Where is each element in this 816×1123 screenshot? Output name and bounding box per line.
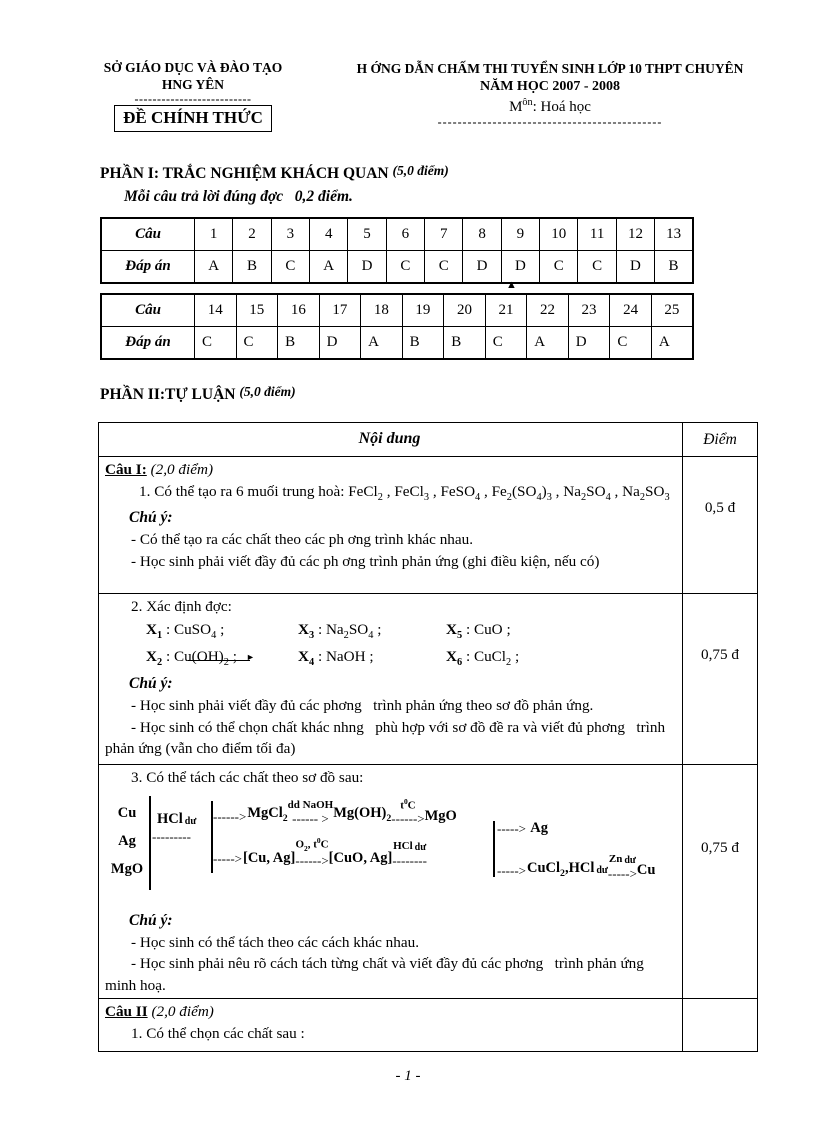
answer-cell: D <box>463 251 501 284</box>
header-right <box>332 60 768 130</box>
arrowhead-icon: ► <box>246 651 255 662</box>
labeled-arrow <box>295 835 328 869</box>
dashed-arrow: -----> <box>607 865 637 881</box>
row-content <box>99 457 682 593</box>
question-cell: 12 <box>616 218 654 251</box>
grading-table-header <box>99 423 757 456</box>
answer-cell: C <box>578 251 616 284</box>
answer-row-label: Đáp án <box>101 251 195 284</box>
cau2-heading <box>105 1001 674 1023</box>
labeled-arrow <box>288 800 334 826</box>
part1-title <box>100 163 449 183</box>
answer-cell: A <box>527 327 569 360</box>
subject-line: $M^{ôn}$: Hoá học <box>509 96 591 115</box>
question-cell: 20 <box>444 294 486 327</box>
score-value: 0,75 đ <box>701 839 739 856</box>
assignment-x6 <box>446 646 674 671</box>
dashed-arrow: -----> <box>497 863 526 879</box>
x3-value: : $Na_2SO_4$ ; <box>314 620 382 641</box>
answer-key-table-1 <box>100 217 694 284</box>
answer-intro-line: 1. Có thể chọn các chất sau : <box>131 1024 305 1042</box>
question-number-row <box>101 294 693 327</box>
question-cell: 14 <box>195 294 237 327</box>
question-cell: 17 <box>319 294 361 327</box>
answer-cell: B <box>402 327 444 360</box>
cau1-points: (2,0 điểm) <box>150 461 213 478</box>
cau1-label: Câu I: <box>105 461 147 478</box>
content-column-header: Nội dung <box>358 430 421 448</box>
x5-value: : CuO ; <box>462 620 511 638</box>
answer-cell: C <box>425 251 463 284</box>
question-cell: 9 <box>501 218 539 251</box>
x2-symbol: $X_2$ <box>146 648 163 669</box>
part1-scoring-note: Mỗi câu trả lời đúng đợc 0,2 điểm. <box>124 188 353 205</box>
note-line: - Học sinh phải nêu rõ cách tách từng chất và viết đầy đủ các phơng trình phản ứng minh hoạ. <box>105 955 648 994</box>
answer-row <box>101 251 693 284</box>
mixture-item: Cu <box>117 804 137 821</box>
dashed-arrow: ------> <box>391 811 425 827</box>
arrow-condition: $t^0C$ <box>400 796 416 812</box>
divider-dashes: -------------------------- <box>134 91 252 106</box>
arrow-condition: dd NaOH <box>287 799 334 812</box>
cau1-heading <box>105 459 674 481</box>
page-number: - 1 - <box>395 1068 421 1084</box>
dashed-arrow: ------> <box>295 853 329 869</box>
mixture-cu-ag: [Cu, Ag] <box>242 849 296 866</box>
x6-symbol: $X_6$ <box>446 648 463 669</box>
question-cell: 8 <box>463 218 501 251</box>
reagent-label <box>157 809 196 830</box>
province-name: HNG YÊN <box>161 76 225 92</box>
question-cell: 15 <box>236 294 278 327</box>
official-exam-stamp: ĐỀ CHÍNH THỨC <box>114 105 272 132</box>
reagent-formula: HCl <box>393 840 413 853</box>
question-cell: 21 <box>485 294 527 327</box>
dashed-arrow: ------ > <box>292 811 329 827</box>
compound-mgoh2: $Mg(OH)_2$ <box>333 805 392 825</box>
mixture-item: MgO <box>110 860 144 877</box>
part2-title <box>100 384 296 404</box>
solution-formula: CuCl$_2$,HCl <box>526 859 595 879</box>
labeled-arrow <box>608 854 637 881</box>
answer-cell: C <box>485 327 527 360</box>
assignment-x4 <box>298 646 446 671</box>
answer-cell: B <box>278 327 320 360</box>
answer-cell: C <box>195 327 237 360</box>
part1-title-text: PHẦN I: TRẮC NGHIỆM KHÁCH QUAN <box>100 165 389 182</box>
question-cell: 2 <box>233 218 271 251</box>
score-value: 0,5 đ <box>704 499 736 516</box>
answer-cell: B <box>233 251 271 284</box>
question-cell: 10 <box>540 218 578 251</box>
note-heading: Chú ý: <box>129 911 173 929</box>
x2-value: : $Cu(OH)_2$ ; <box>162 648 237 669</box>
scheme-result-cu <box>496 854 655 881</box>
part2-points: (5,0 điểm) <box>239 384 296 399</box>
question-cell: 16 <box>278 294 320 327</box>
answer-cell: D <box>319 327 361 360</box>
x5-symbol: $X_5$ <box>446 620 463 641</box>
answer-cell: C <box>610 327 652 360</box>
scheme-result-ag <box>496 818 548 839</box>
x4-value: : NaOH ; <box>314 648 374 666</box>
question-cell: 23 <box>568 294 610 327</box>
excess-subscript: dư <box>624 854 636 866</box>
arrow-condition <box>393 841 426 853</box>
labeled-arrow <box>392 841 427 868</box>
answer-intro-line: 3. Có thể tách các chất theo sơ đồ sau: <box>131 769 364 786</box>
strike-annotation <box>188 651 255 662</box>
question-cell: 7 <box>425 218 463 251</box>
answer-cell: A <box>361 327 403 360</box>
dashed-arrow: -----> <box>497 820 530 836</box>
brace-line <box>493 821 495 877</box>
compound-mgcl2: MgCl$_2$ <box>247 805 288 825</box>
part1-points: (5,0 điểm) <box>392 163 449 178</box>
school-year: NĂM HỌC 2007 - 2008 <box>480 78 620 94</box>
arrow-condition <box>609 854 636 866</box>
x1-value: : CuSO$_4$ ; <box>162 620 225 641</box>
document-title: H ỚNG DẪN CHẤM THI TUYỂN SINH LỚP 10 THPT CHUYÊN <box>356 61 744 76</box>
cau2-points: (2,0 điểm) <box>151 1003 214 1021</box>
brace-line <box>149 796 151 890</box>
question-cell: 1 <box>195 218 233 251</box>
answer-cell: D <box>348 251 386 284</box>
note-line: - Học sinh có thể chọn chất khác nhng phù hợp với sơ đồ đề ra và viết đủ phơng trình phản ứng (vẫn cho điểm tối đa) <box>105 718 669 758</box>
question-cell: 25 <box>651 294 693 327</box>
cau1-answer-line: 1. Có thể tạo ra 6 muối trung hoà: FeCl$_2$ , FeCl$_3$ , FeSO$_4$ , $Fe_2(SO_4)_3$ , $Na_2SO_4$ , $Na_2SO_3$ <box>139 482 670 503</box>
question-number-row <box>101 218 693 251</box>
assignment-x3 <box>298 619 446 644</box>
assignments-grid <box>146 619 674 671</box>
x4-symbol: $X_4$ <box>298 648 315 669</box>
answer-cell: D <box>616 251 654 284</box>
answer-key-table-2 <box>100 293 694 360</box>
dashed-arrow: -----> <box>213 850 242 866</box>
dashed-connector: --------- <box>152 828 191 844</box>
question-cell: 3 <box>271 218 309 251</box>
excess-subscript: dư <box>596 864 608 876</box>
question-cell: 18 <box>361 294 403 327</box>
dashed-arrow: ------> <box>213 808 247 824</box>
assignment-x5 <box>446 619 674 644</box>
scheme-top-branch <box>212 796 457 827</box>
note-heading: Chú ý: <box>129 509 173 527</box>
separation-scheme-diagram <box>105 791 674 908</box>
question-cell: 11 <box>578 218 616 251</box>
answer-cell: A <box>310 251 348 284</box>
mixture-cuo-ag: [CuO, Ag] <box>328 849 393 866</box>
score-value: 0,75 đ <box>701 646 739 663</box>
row-content <box>99 999 682 1051</box>
question-cell: 13 <box>655 218 693 251</box>
header-left <box>84 60 302 132</box>
product-cu: Cu <box>636 862 656 878</box>
answer-cell: C <box>386 251 424 284</box>
x3-symbol: $X_3$ <box>298 620 315 641</box>
answer-cell: C <box>271 251 309 284</box>
answer-cell: A <box>651 327 693 360</box>
note-line: - Học sinh phải viết đầy đủ các ph ơng trình phản ứng (ghi điều kiện, nếu có) <box>131 552 600 570</box>
mixture-stack <box>109 799 145 883</box>
note-line: - Có thể tạo ra các chất theo các ph ơng trình khác nhau. <box>131 531 474 549</box>
compound-mgo: MgO <box>424 807 457 824</box>
answer-cell: C <box>540 251 578 284</box>
question-cell: 24 <box>610 294 652 327</box>
divider-dashes: --------------------------------------------- <box>437 115 663 130</box>
note-line: - Học sinh phải viết đầy đủ các phơng trình phản ứng theo sơ đồ phản ứng. <box>131 697 594 715</box>
grading-table <box>98 422 758 1052</box>
question-row-label: Câu <box>101 218 195 251</box>
dashed-arrow: -------- <box>392 853 427 869</box>
part2-title-text: PHẦN II:TỰ LUẬN <box>100 386 236 403</box>
note-line: - Học sinh có thể tách theo các cách khác nhau. <box>131 933 420 951</box>
answer-intro-line: 2. Xác định đợc: <box>131 598 232 615</box>
labeled-arrow <box>391 796 424 827</box>
arrow-condition: $O_2$, $t^0C$ <box>295 835 329 853</box>
answer-cell: D <box>501 251 539 284</box>
x1-symbol: $X_1$ <box>146 620 163 641</box>
reagent-formula: Zn <box>608 852 623 865</box>
note-heading: Chú ý: <box>129 675 173 693</box>
score-cell <box>682 594 757 764</box>
answer-cell: A <box>195 251 233 284</box>
answer-row <box>101 327 693 360</box>
department-name: SỞ GIÁO DỤC VÀ ĐÀO TẠO <box>103 60 283 75</box>
product-ag: Ag <box>530 819 548 836</box>
table-row-cau2 <box>99 998 757 1051</box>
assignment-x2 <box>146 646 298 671</box>
table-row-cau1-part3 <box>99 764 757 998</box>
reagent-formula: HCl <box>157 810 183 827</box>
table-row-cau1 <box>99 456 757 593</box>
scheme-bottom-branch <box>212 835 427 869</box>
x6-value: : CuCl$_2$ ; <box>462 648 520 669</box>
answer-cell: C <box>236 327 278 360</box>
assignment-x1 <box>146 619 298 644</box>
table-row-cau1-part2 <box>99 593 757 764</box>
cau2-label: Câu II <box>105 1003 148 1021</box>
score-cell <box>682 765 757 998</box>
score-cell <box>682 457 757 593</box>
row-content <box>99 765 682 998</box>
points-column-header: Điểm <box>682 423 757 456</box>
answer-row-label: Đáp án <box>101 327 195 360</box>
score-cell <box>682 999 757 1051</box>
solution-cucl2-hcl <box>527 858 608 881</box>
answer-cell: B <box>655 251 693 284</box>
excess-subscript: dư <box>414 842 427 854</box>
question-cell: 6 <box>386 218 424 251</box>
question-cell: 19 <box>402 294 444 327</box>
row-content <box>99 594 682 764</box>
answer-cell: B <box>444 327 486 360</box>
triangle-marker: ▲ <box>506 279 517 291</box>
question-cell: 5 <box>348 218 386 251</box>
question-row-label: Câu <box>101 294 195 327</box>
excess-subscript: dư <box>184 815 197 827</box>
question-cell: 4 <box>310 218 348 251</box>
mixture-item: Ag <box>118 832 136 849</box>
answer-cell: D <box>568 327 610 360</box>
question-cell: 22 <box>527 294 569 327</box>
